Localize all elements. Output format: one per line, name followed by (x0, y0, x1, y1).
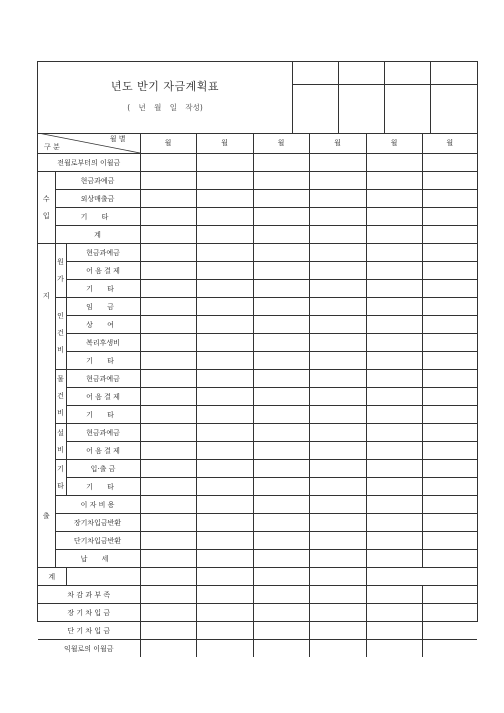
table-row (38, 388, 477, 406)
form-title: 년도 반기 자금계획표 (110, 80, 220, 93)
month-col-5: 월 (366, 133, 422, 154)
month-col-6: 월 (422, 133, 477, 154)
row-label: 이 자 비 용 (55, 496, 140, 514)
month-header-label: 월 별 (109, 135, 126, 143)
approval-grid (292, 62, 477, 133)
table-row (38, 604, 477, 622)
row-label: 어 음 결 제 (66, 388, 140, 406)
table-row (38, 496, 477, 514)
row-label: 계 (38, 568, 66, 586)
month-col-1: 월 (140, 133, 196, 154)
table-row (38, 262, 477, 280)
header-corner-cell (38, 133, 140, 154)
row-label: 납 세 (55, 550, 140, 568)
form-subtitle: ( 년 월 일 작성) (127, 103, 203, 112)
row-label: 어 음 결 제 (66, 442, 140, 460)
table-row (38, 280, 477, 298)
table-row (38, 316, 477, 334)
table-row (38, 370, 477, 388)
equip-group-label: 설비 (55, 424, 66, 460)
income-group-label: 수입 (38, 172, 55, 244)
other-group-label: 기타 (55, 460, 66, 496)
header-row (38, 133, 477, 154)
row-label: 장 기 차 입 금 (38, 604, 140, 622)
row-label: 차 감 과 부 족 (38, 586, 140, 604)
table-row (38, 586, 477, 604)
row-label: 복리후생비 (66, 334, 140, 352)
row-label: 기 타 (66, 352, 140, 370)
table-row (38, 154, 477, 172)
row-label: 현금과예금 (66, 370, 140, 388)
table-row (38, 640, 477, 658)
table-row (38, 352, 477, 370)
table-row (38, 244, 477, 262)
month-col-4: 월 (309, 133, 366, 154)
row-label: 어 음 결 제 (66, 262, 140, 280)
row-label: 현금과예금 (55, 172, 140, 190)
table-row (38, 334, 477, 352)
row-label: 입·출 금 (66, 460, 140, 478)
expense-group-label (38, 244, 55, 568)
row-label: 외상매출금 (55, 190, 140, 208)
table-row (38, 406, 477, 424)
row-label: 전월로부터의 이월금 (38, 154, 140, 172)
row-label: 계 (55, 226, 140, 244)
row-label: 기 타 (55, 208, 140, 226)
table-row (38, 226, 477, 244)
table-row (38, 208, 477, 226)
table-row (38, 172, 477, 190)
row-label: 현금과예금 (66, 244, 140, 262)
expense-label-top: 지 (42, 291, 50, 300)
table-row (38, 478, 477, 496)
row-label: 단 기 차 입 금 (38, 622, 140, 640)
material-group-label: 물건비 (55, 370, 66, 424)
month-col-2: 월 (196, 133, 253, 154)
table-row (38, 568, 477, 586)
table-row (38, 532, 477, 550)
cost-group-label: 원가 (55, 244, 66, 298)
table-row (38, 190, 477, 208)
row-label: 단기차입금반환 (55, 532, 140, 550)
row-label: 임 금 (66, 298, 140, 316)
row-label: 상 여 (66, 316, 140, 334)
row-label: 장기차입금반환 (55, 514, 140, 532)
table-row (38, 622, 477, 640)
labor-group-label: 인건비 (55, 298, 66, 370)
table-row (38, 550, 477, 568)
table-row (38, 460, 477, 478)
row-label: 기 타 (66, 478, 140, 496)
table-row (38, 514, 477, 532)
row-label: 현금과예금 (66, 424, 140, 442)
row-label: 기 타 (66, 280, 140, 298)
month-col-3: 월 (253, 133, 309, 154)
fund-plan-table (38, 133, 477, 657)
table-row (38, 424, 477, 442)
row-label: 익월로의 이월금 (38, 640, 140, 658)
row-label: 기 타 (66, 406, 140, 424)
table-row (38, 298, 477, 316)
table-row (38, 442, 477, 460)
form-header (38, 62, 477, 134)
expense-label-bottom: 출 (42, 511, 50, 520)
fund-plan-form (37, 61, 478, 653)
category-header-label: 구 분 (44, 143, 60, 151)
